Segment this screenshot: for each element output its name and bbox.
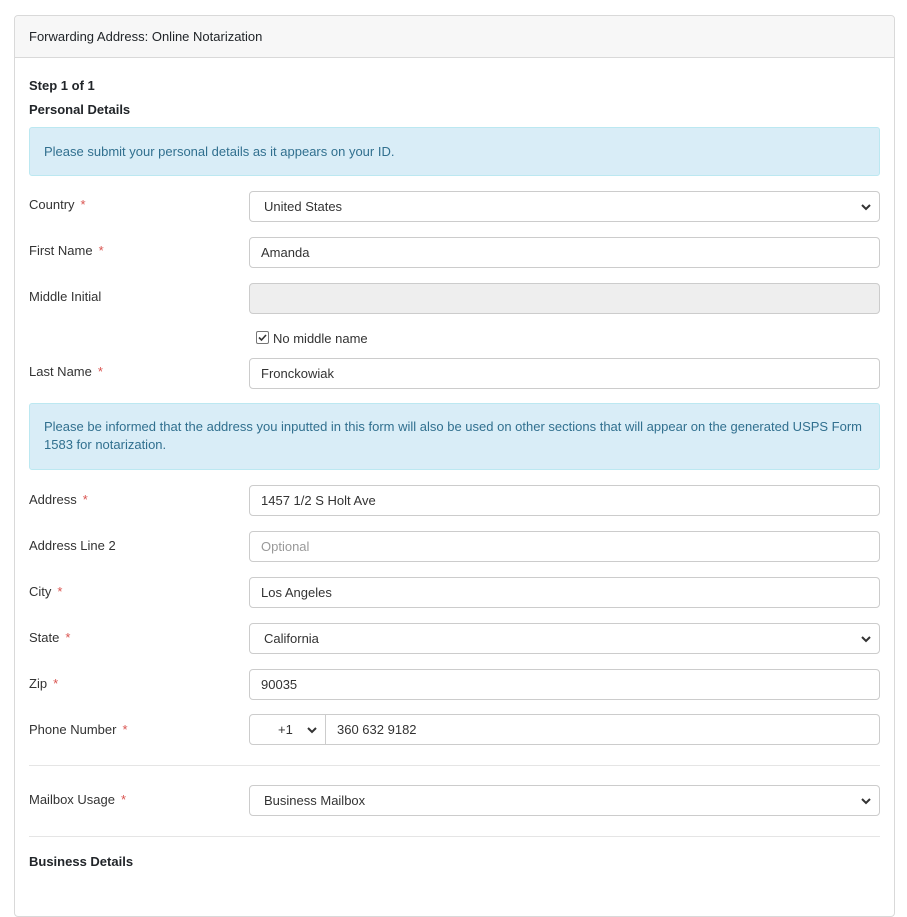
required-mark: * [98, 243, 104, 258]
mailbox-usage-select[interactable]: Business Mailbox [249, 785, 880, 816]
info-alert-personal [29, 127, 880, 176]
alert-text: Please submit your personal details as it appears on your ID. [44, 143, 395, 159]
city-label: City * [29, 584, 63, 599]
phone-group [249, 714, 880, 745]
chevron-down-icon [306, 724, 318, 736]
alert-text: Please be informed that the address you inputted in this form will also be used on other sections that will appear on the generated USPS Form 1583 for notarization. [44, 419, 863, 452]
no-middle-name-checkbox[interactable] [256, 331, 269, 344]
address-input[interactable]: 1457 1/2 S Holt Ave [249, 485, 880, 516]
required-mark: * [53, 676, 59, 691]
required-mark: * [57, 584, 63, 599]
middle-initial-input[interactable] [249, 283, 880, 314]
required-mark: * [122, 722, 128, 737]
country-select[interactable]: United States [249, 191, 880, 222]
middle-initial-label: Middle Initial [29, 289, 102, 304]
city-input[interactable]: Los Angeles [249, 577, 880, 608]
divider [29, 836, 880, 837]
phone-label: Phone Number * [29, 722, 128, 737]
card-header [15, 16, 894, 58]
form-card [14, 15, 895, 917]
no-middle-name-row[interactable] [256, 331, 368, 346]
no-middle-name-label: No middle name [273, 331, 368, 346]
chevron-down-icon [860, 633, 872, 645]
address-label: Address * [29, 492, 88, 507]
required-mark: * [80, 197, 86, 212]
zip-label: Zip * [29, 676, 59, 691]
page-title: Forwarding Address: Online Notarization [29, 29, 263, 44]
required-mark: * [65, 630, 71, 645]
country-label: Country * [29, 197, 86, 212]
section-title: Personal Details [29, 102, 131, 117]
address-line2-input[interactable]: Optional [249, 531, 880, 562]
address-line2-label: Address Line 2 [29, 538, 116, 553]
required-mark: * [82, 492, 88, 507]
zip-input[interactable]: 90035 [249, 669, 880, 700]
required-mark: * [97, 364, 103, 379]
phone-number-input[interactable]: 360 632 9182 [325, 714, 880, 745]
chevron-down-icon [860, 201, 872, 213]
state-label: State * [29, 630, 71, 645]
step-indicator: Step 1 of 1 [29, 78, 95, 93]
info-alert-address [29, 403, 880, 470]
first-name-input[interactable]: Amanda [249, 237, 880, 268]
divider [29, 765, 880, 766]
check-icon [257, 332, 268, 343]
mailbox-usage-label: Mailbox Usage * [29, 792, 127, 807]
first-name-label: First Name * [29, 243, 104, 258]
business-details-title: Business Details [29, 854, 134, 869]
chevron-down-icon [860, 795, 872, 807]
country-code-select[interactable]: +1 [249, 714, 326, 745]
state-select[interactable]: California [249, 623, 880, 654]
required-mark: * [121, 792, 127, 807]
last-name-label: Last Name * [29, 364, 103, 379]
last-name-input[interactable]: Fronckowiak [249, 358, 880, 389]
